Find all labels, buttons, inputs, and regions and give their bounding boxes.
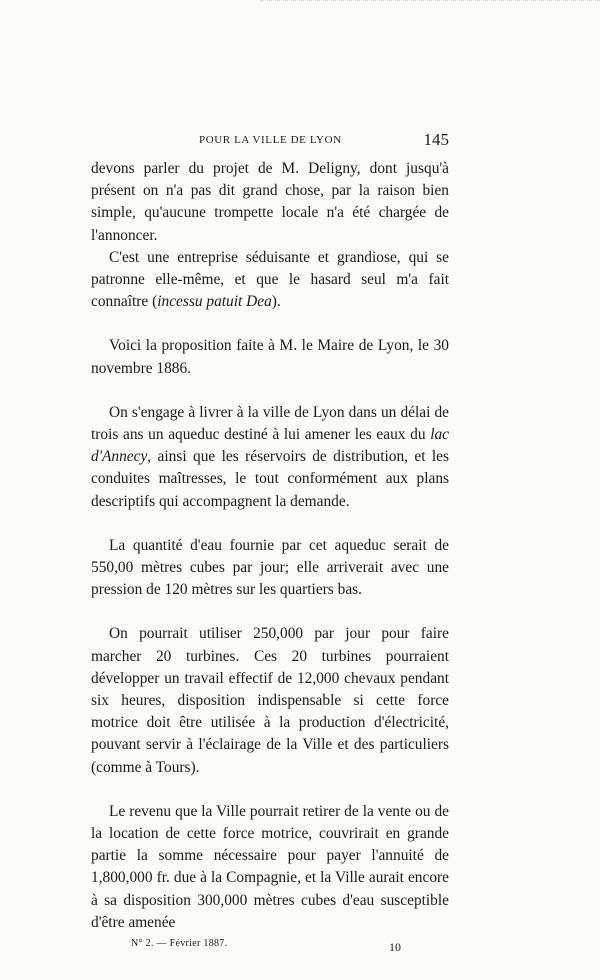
running-title: POUR LA VILLE DE LYON xyxy=(199,134,342,146)
italic-phrase: incessu patuit Dea xyxy=(157,293,272,311)
paragraph-p4 xyxy=(91,402,449,513)
text-run: La quantité d'eau fournie par cet aqueduc serait de 550,00 mètres cubes par jour; elle arriverait avec une pression de 120 mètres sur les quartiers bas. xyxy=(91,536,449,599)
paragraph-p5 xyxy=(91,535,449,602)
issue-line: N° 2. — Février 1887. xyxy=(131,938,228,950)
body-text xyxy=(91,158,449,934)
paragraph-gap xyxy=(91,513,449,535)
paragraph-p3 xyxy=(91,335,449,379)
paragraph-p1 xyxy=(91,158,449,247)
paragraph-p2 xyxy=(91,247,449,314)
text-run: On s'engage à livrer à la ville de Lyon dans un délai de trois ans un aqueduc destiné à lui amener les eaux du xyxy=(91,403,449,444)
scan-edge-marks xyxy=(260,0,600,15)
paragraph-gap xyxy=(91,601,449,623)
paragraph-gap xyxy=(91,313,449,335)
text-run: On pourrait utiliser 250,000 par jour pour faire marcher 20 turbines. Ces 20 turbines pourraient développer un travail effectif de 12,000 chevaux pendant six heures, disposition indispensable si cette force motrice doit être utilisée à la production d'électricité, pouvant servir à l'éclairage de la Ville et des particuliers (comme à Tours). xyxy=(91,625,449,776)
paragraph-p7 xyxy=(91,801,449,934)
text-run: Le revenu que la Ville pourrait retirer de la vente ou de la location de cette force motrice, couvrirait en grande partie la somme nécessaire pour payer l'annuité de 1,800,000 fr. due à la Compagnie, et la Ville aurait encore à sa disposition 300,000 mètres cubes d'eau susceptible d'être amenée xyxy=(91,802,449,931)
book-page xyxy=(91,128,449,962)
paragraph-gap xyxy=(91,380,449,402)
page-number: 145 xyxy=(423,130,449,149)
text-run: Voici la proposition faite à M. le Maire de Lyon, le 30 novembre 1886. xyxy=(91,337,449,377)
text-run: ). xyxy=(271,293,281,311)
text-run: devons parler du projet de M. Deligny, dont jusqu'à présent on n'a pas dit grand chose, par la raison bien simple, qu'aucune trompette locale n'a été chargée de l'annoncer. xyxy=(91,160,449,244)
signature-mark: 10 xyxy=(389,940,401,955)
paragraph-p6 xyxy=(91,623,449,778)
text-run: C'est une entreprise séduisante et grandiose, qui se patronne elle-même, et que le hasard seul m'a fait connaître ( xyxy=(91,248,449,311)
running-head xyxy=(91,128,449,158)
paragraph-gap xyxy=(91,779,449,801)
page-footer xyxy=(91,938,449,962)
italic-phrase: lac d'Annecy xyxy=(91,426,449,466)
text-run: , ainsi que les réservoirs de distribution, et les conduites maîtresses, le tout conformément aux plans descriptifs qui accompagnent la demande. xyxy=(91,448,449,510)
